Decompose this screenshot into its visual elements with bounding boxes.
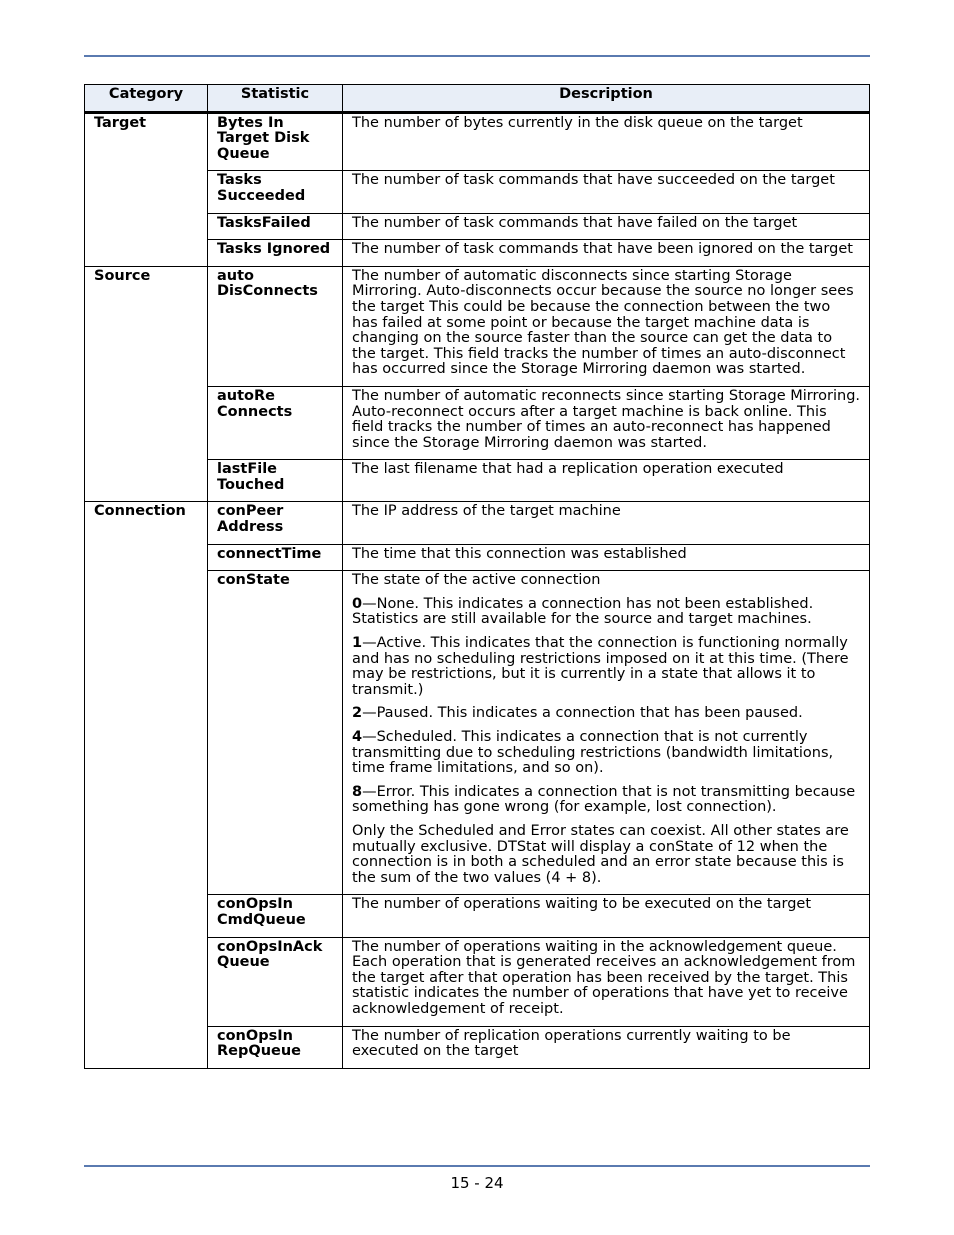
statistic-name: Tasks Succeeded [208,171,343,213]
statistic-description: The number of bytes currently in the disk queue on the target [343,112,870,171]
statistic-description: The number of task commands that have succeeded on the target [343,171,870,213]
state-code: 4 [352,729,363,745]
statistic-name: connectTime [208,544,343,571]
statistic-name: conPeer Address [208,502,343,544]
statistic-description: The number of operations waiting in the acknowledgement queue. Each operation that is generated receives an acknowledgement from the target after that operation has been received by the target. This statistic indicates the number of operations that have yet to receive acknowledgement of receipt. [343,937,870,1026]
state-text: —Paused. This indicates a connection that has been paused. [362,705,803,722]
constate-value-4 [352,730,860,777]
category-connection: Connection [85,502,208,1068]
statistic-name: Tasks Ignored [208,240,343,267]
constate-value-1 [352,636,860,698]
constate-value-0 [352,597,860,628]
state-text: —Active. This indicates that the connection is functioning normally and has no scheduling restrictions imposed on it at this time. (There may be restrictions, but it is currently in a state that allows it to transmit.) [352,635,849,698]
constate-summary: The state of the active connection [352,572,601,589]
statistic-description: The IP address of the target machine [343,502,870,544]
statistic-name: lastFile Touched [208,460,343,502]
statistic-description: The number of task commands that have been ignored on the target [343,240,870,267]
state-code: 2 [352,705,363,722]
statistic-name: autoRe Connects [208,386,343,459]
state-text: —Scheduled. This indicates a connection that is not currently transmitting due to scheduling restrictions (bandwidth limitations, time frame limitations, and so on). [352,729,834,777]
header-rule [84,55,870,57]
constate-value-8 [352,785,860,816]
statistic-name: auto DisConnects [208,266,343,386]
statistic-description: The time that this connection was established [343,544,870,571]
statistic-description: The number of automatic reconnects since starting Storage Mirroring. Auto-reconnect occurs after a target machine is back online. This field tracks the number of times an auto-reconnect has happened since the Storage Mirroring daemon was started. [343,386,870,459]
statistic-description: The last filename that had a replication operation executed [343,460,870,502]
table-row [85,112,870,171]
statistic-header: Statistic [208,85,343,113]
statistic-description: The number of replication operations currently waiting to be executed on the target [343,1026,870,1068]
table-header-row [85,85,870,113]
state-text: —None. This indicates a connection has not been established. Statistics are still available for the source and target machines. [352,595,814,628]
statistic-description: The number of automatic disconnects since starting Storage Mirroring. Auto-disconnects occur because the source no longer sees the target This could be because the connection between the two has failed at some point or because the target machine data is changing on the source faster than the source can get the data to the target. This field tracks the number of times an auto-disconnect has occurred since the Storage Mirroring daemon was started. [343,266,870,386]
state-code: 1 [352,635,363,652]
statistic-name: conOpsIn RepQueue [208,1026,343,1068]
statistic-description: The number of task commands that have failed on the target [343,213,870,240]
statistic-description: The number of operations waiting to be executed on the target [343,895,870,937]
category-target: Target [85,112,208,266]
page-number: 15 - 24 [450,1174,504,1192]
constate-note: Only the Scheduled and Error states can coexist. All other states are mutually exclusive. DTStat will display a conState of 12 when the connection is in both a scheduled and an error state because this is the sum of the two values (4 + 8). [352,822,849,886]
description-header: Description [343,85,870,113]
category-header: Category [85,85,208,113]
statistic-name: conOpsIn CmdQueue [208,895,343,937]
statistic-name: conOpsInAck Queue [208,937,343,1026]
statistic-description-constate [343,571,870,895]
statistic-name: conState [208,571,343,895]
statistic-name: Bytes In Target Disk Queue [208,112,343,171]
category-source: Source [85,266,208,502]
constate-value-2 [352,706,860,722]
state-text: —Error. This indicates a connection that is not transmitting because something has gone wrong (for example, lost connection). [352,783,856,816]
footer-rule [84,1165,870,1167]
table-row [85,502,870,544]
statistic-name: TasksFailed [208,213,343,240]
statistics-table [84,84,870,1069]
table-row [85,266,870,386]
state-code: 8 [352,783,363,800]
state-code: 0 [352,595,363,612]
